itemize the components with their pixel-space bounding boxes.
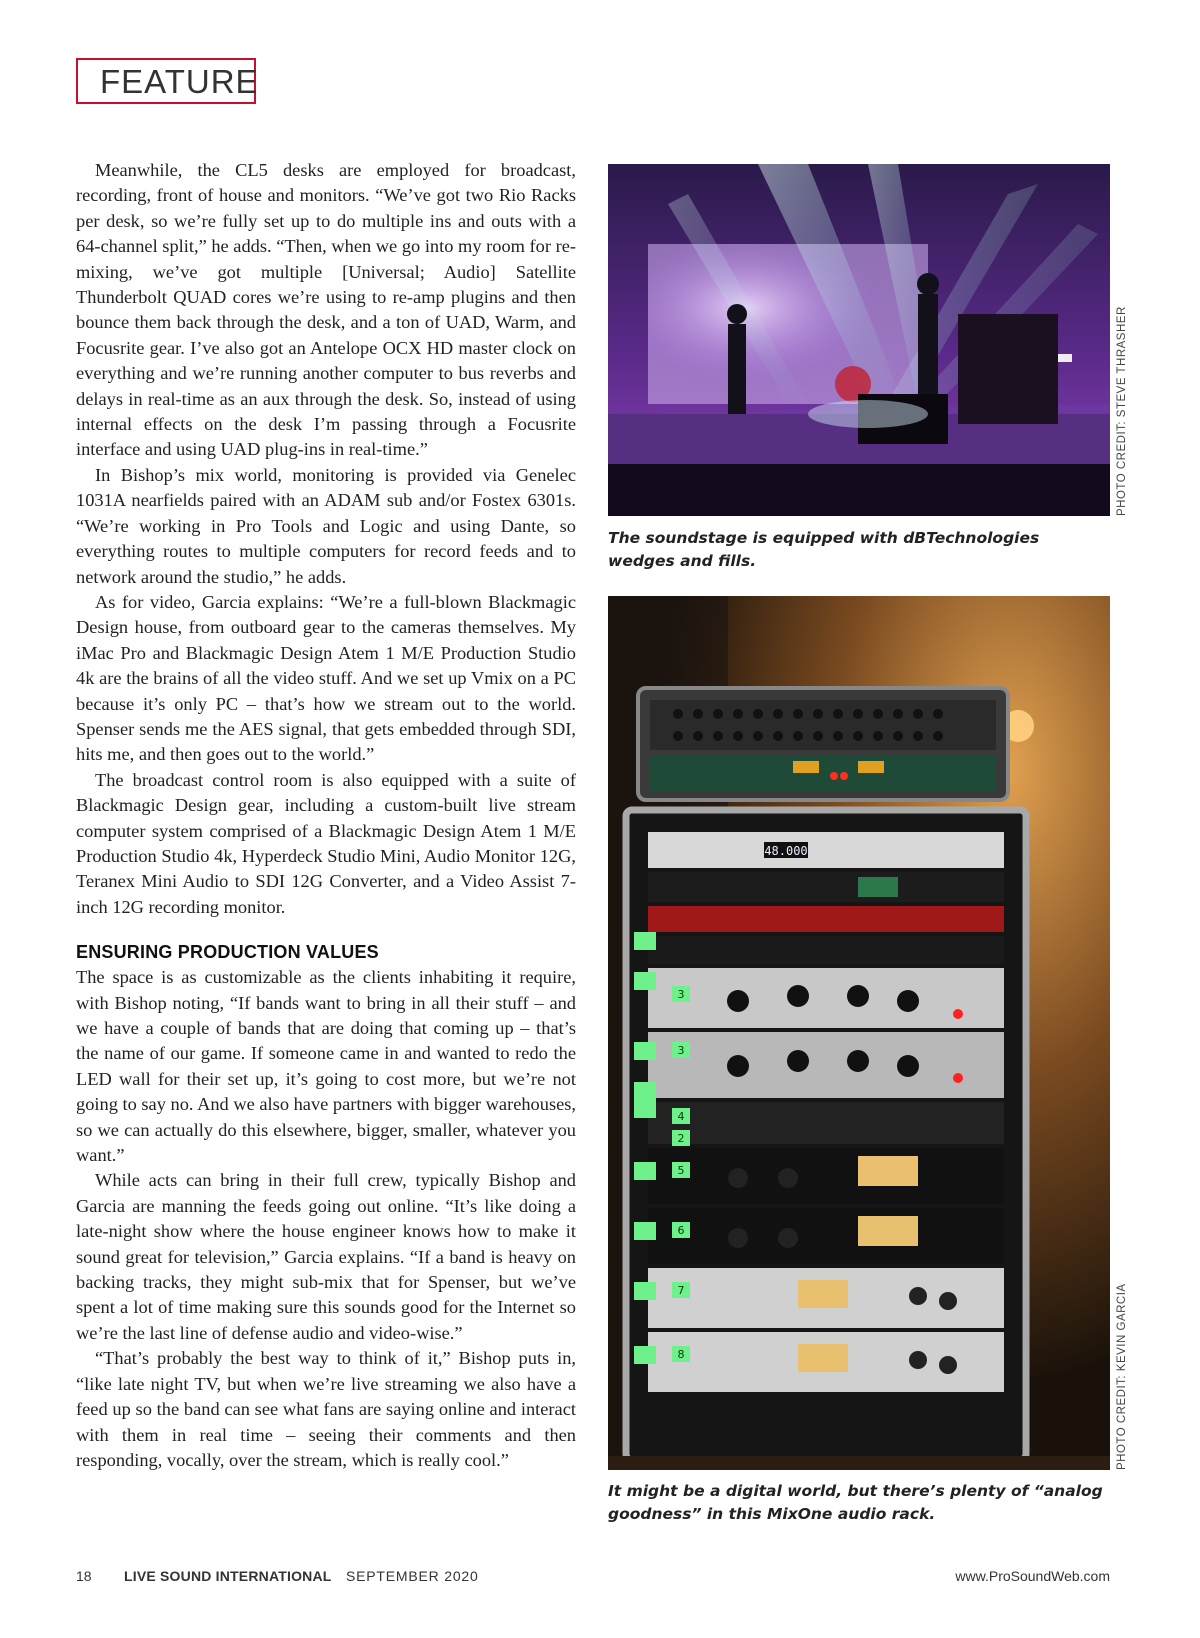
magazine-name: LIVE SOUND INTERNATIONAL bbox=[124, 1568, 332, 1584]
audio-rack-illustration bbox=[608, 596, 1110, 1470]
clock-display: 48.000 bbox=[764, 844, 808, 858]
paragraph: “That’s probably the best way to think of it,” Bishop puts in, “like late night TV, but when we’re live streaming we also have a feed up so the band can see what fans are saying online and interact with them in real time – seeing their comments and then responding, vocally, over the stream, which is really cool.” bbox=[76, 1348, 576, 1470]
paragraph: The space is as customizable as the clients inhabiting it require, with Bishop noting, “If bands want to bring in all their stuff – and we have a couple of bands that are doing that coming up – that’s the name of our game. If someone came in and wanted to redo the LED wall for their set up, it’s going to cost more, but we’re not going to say no. And we also have partners with bigger warehouses, so we can actually do this elsewhere, bigger, smaller, whatever you want.” bbox=[76, 967, 577, 1166]
paragraph: Meanwhile, the CL5 desks are employed for broadcast, recording, front of house and monitors. “We’ve got two Rio Racks per desk, so we’re fully set up to do multiple ins and outs with a 64-channel split,” he adds. “Then, when we go into my room for re-mixing, we’ve got multiple [Universal; Audio] Satellite Thunderbolt QUAD cores we’re using to re-amp plugins and then bounce them back through the desk, and a ton of UAD, Warm, and Focusrite gear. I’ve also got an Antelope OCX HD master clock on everything and we’re running another computer to bus reverbs and delays in real-time as an aux through the desk. So, instead of using internal effects on the desk I’m passing through a Focusrite interface and using UAD plug-ins in real-time.” bbox=[76, 160, 576, 460]
tape-label: 4 bbox=[677, 1110, 685, 1123]
tape-label: 2 bbox=[677, 1132, 685, 1145]
tape-label: 8 bbox=[677, 1348, 685, 1361]
paragraph: While acts can bring in their full crew, typically Bishop and Garcia are manning the feeds going out online. “It’s like doing a late-night show where the house engineer knows how to make it sound great for television,” Garcia explains. “If a band is heavy on backing tracks, they might sub-mix that for Spenser, but we’ve spent a lot of time making sure this sounds good for the Internet so we’re the last line of defense audio and video-wise.” bbox=[76, 1170, 576, 1343]
audio-rack-photo bbox=[608, 596, 1110, 1470]
tape-label: 3 bbox=[677, 988, 685, 1001]
page-number: 18 bbox=[76, 1568, 92, 1584]
page-footer bbox=[76, 1568, 1110, 1592]
tape-label: 5 bbox=[677, 1164, 685, 1177]
tape-label: 7 bbox=[677, 1284, 685, 1297]
issue-date: SEPTEMBER 2020 bbox=[346, 1568, 479, 1584]
article-body bbox=[76, 158, 576, 1473]
stage-photo bbox=[608, 164, 1110, 516]
photo-credit: PHOTO CREDIT: STEVE THRASHER bbox=[1116, 306, 1128, 516]
tape-label: 3 bbox=[677, 1044, 685, 1057]
subheading: ENSURING PRODUCTION VALUES bbox=[76, 942, 379, 963]
stage-photo-illustration bbox=[608, 164, 1110, 516]
paragraph: The broadcast control room is also equipped with a suite of Blackmagic Design gear, including a custom-built live stream computer system comprised of a Blackmagic Design Atem 1 M/E Production Studio 4k, Hyperdeck Studio Mini, Audio Monitor 12G, Teranex Mini Audio to SDI 12G Converter, and a Video Assist 7-inch 12G recording monitor. bbox=[76, 769, 576, 917]
photo-credit: PHOTO CREDIT: KEVIN GARCIA bbox=[1116, 1283, 1128, 1470]
website-link[interactable]: www.ProSoundWeb.com bbox=[955, 1568, 1110, 1584]
tape-label: 6 bbox=[677, 1224, 685, 1237]
photo-caption: The soundstage is equipped with dBTechnologies wedges and fills. bbox=[608, 529, 1040, 570]
paragraph: As for video, Garcia explains: “We’re a full-blown Blackmagic Design house, from outboard gear to the cameras themselves. My iMac Pro and Blackmagic Design Atem 1 M/E Production Studio 4k are the brains of all the video stuff. And we set up Vmix on a PC because it’s only PC – that’s how we stream out to the world. Spenser sends me the AES signal, that gets embedded through SDI, hits me, and then goes out to the world.” bbox=[76, 591, 576, 765]
section-label: FEATURE bbox=[76, 58, 256, 104]
paragraph: In Bishop’s mix world, monitoring is provided via Genelec 1031A nearfields paired with an ADAM sub and/or Fostex 6301s. “We’re working in Pro Tools and Logic and using Dante, so everything routes to multiple computers for record feeds and to network around the studio,” he adds. bbox=[76, 464, 576, 587]
photo-caption: It might be a digital world, but there’s plenty of “analog goodness” in this MixOne audio rack. bbox=[608, 1482, 1103, 1523]
